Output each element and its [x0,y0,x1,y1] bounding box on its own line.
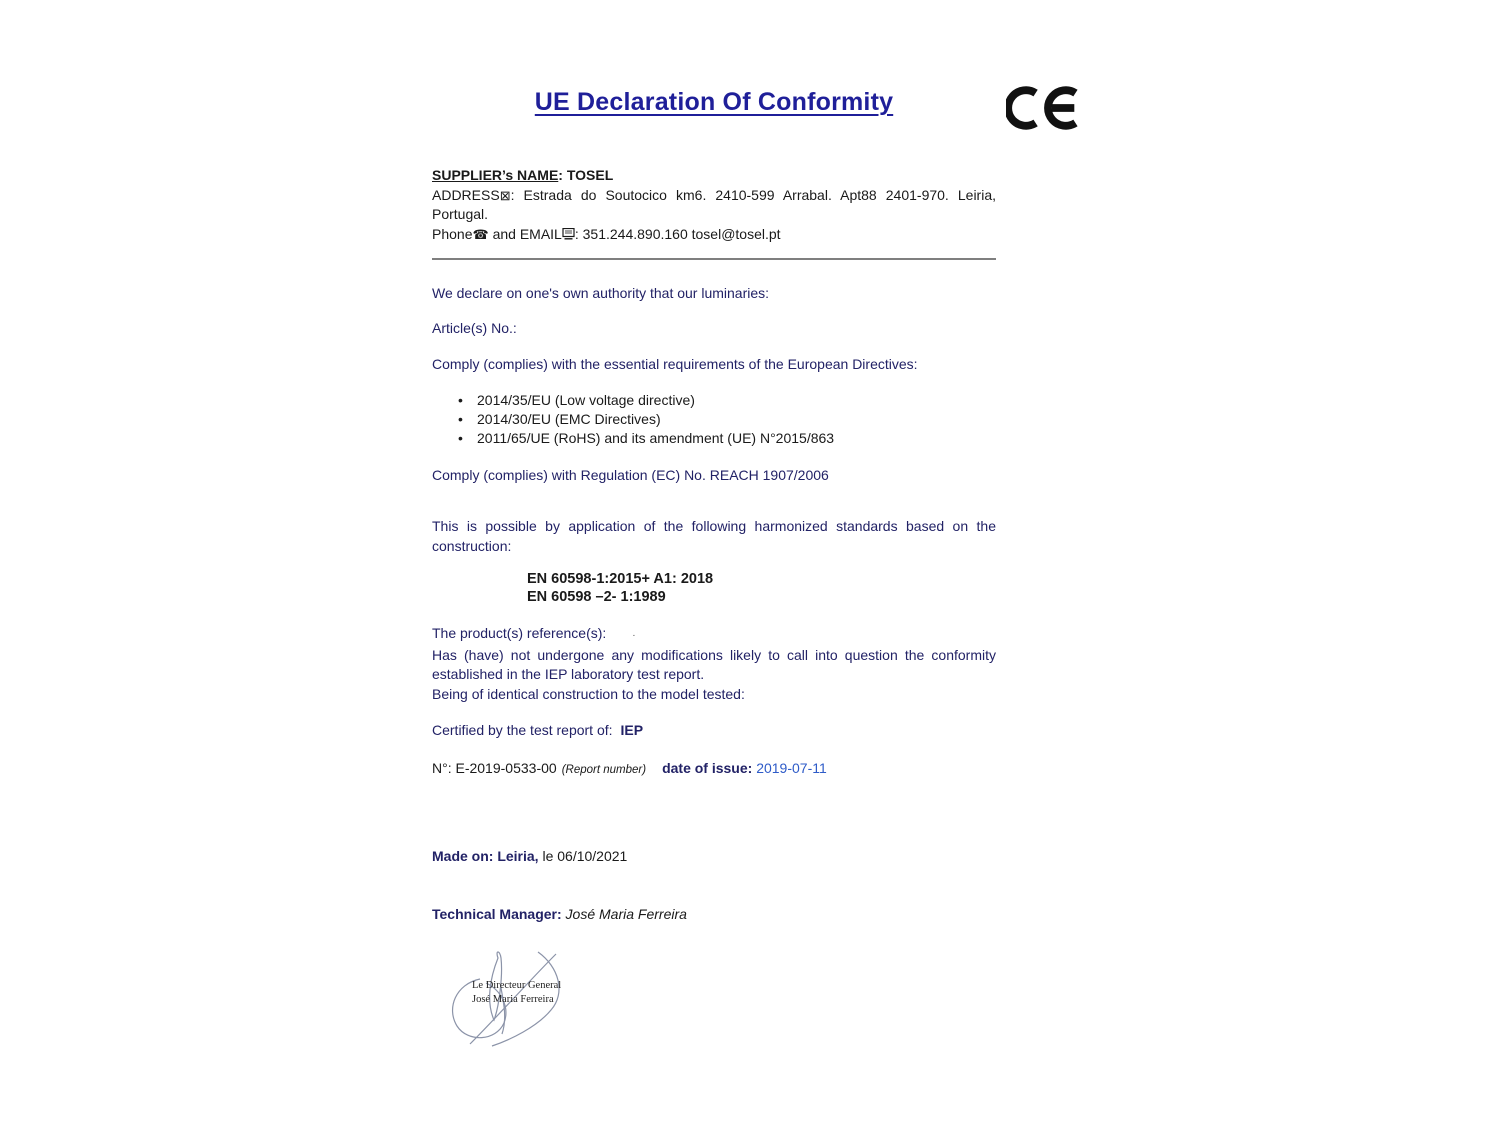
signature-name: José Maria Ferreira [472,994,554,1005]
contact-value: : 351.244.890.160 tosel@tosel.pt [574,225,781,242]
supplier-address-line [432,186,996,225]
certified-line [432,721,996,741]
divider-line [432,258,996,260]
supplier-name-label: SUPPLIER’s NAME [432,167,559,183]
phone-label: Phone [432,225,473,242]
standards-list [527,570,713,606]
modifications-text: Has (have) not undergone any modifications likely to call into question the conformity established in the IEP laboratory test report. [432,646,996,682]
report-line [432,759,996,781]
page-title: UE Declaration Of Conformity [534,88,894,116]
directive-item: • 2014/30/EU (EMC Directives) [432,410,996,429]
phone-icon: ☎ [472,226,489,242]
report-number-note: (Report number) [561,764,647,776]
supplier-name-value: : TOSEL [558,167,614,183]
computer-icon [562,226,575,246]
technical-manager-name: José Maria Ferreira [561,906,687,922]
made-on-label: Made on: Leiria, [432,848,539,864]
address-value: : Estrada do Soutocico km6. 2410-599 Arrabal. Apt88 2401-970. Leiria, Portugal. [432,186,996,222]
declaration-authority: We declare on one's own authority that our luminaries: [432,285,770,301]
supplier-contact-line [432,225,996,246]
technical-manager-label: Technical Manager: [432,906,562,922]
standard-item: EN 60598 –2- 1:1989 [527,589,666,605]
standard-item: EN 60598-1:2015+ A1: 2018 [527,571,714,587]
supplier-block [432,166,996,245]
directive-item: • 2014/35/EU (Low voltage directive) [432,391,996,410]
ce-mark-icon [1006,82,1080,134]
directives-list [432,391,996,448]
made-on-date: le 06/10/2021 [538,848,628,864]
address-label: ADDRESS [432,186,500,203]
identical-construction-text: Being of identical construction to the model tested: [432,685,745,702]
harmonized-intro: This is possible by application of the following harmonized standards based on the construction: [432,518,996,554]
articles-no: Article(s) No.: [432,320,517,336]
comply-reach: Comply (complies) with Regulation (EC) No. REACH 1907/2006 [432,467,829,483]
email-label: and EMAIL [488,225,562,242]
issue-date-label: date of issue: [662,760,753,776]
technical-manager-line [432,905,996,925]
product-reference-line [432,624,996,646]
issue-date-value: 2019-07-11 [756,760,827,776]
made-on-line [432,847,996,867]
envelope-icon: ⊠ [499,187,511,203]
directive-item: • 2011/65/UE (RoHS) and its amendment (UE) N°2015/863 [432,429,996,448]
report-number: N°: E-2019-0533-00 [432,760,557,776]
signature-title: Le Directeur General [472,980,562,991]
certified-label: Certified by the test report of: [432,722,613,738]
stray-mark: · [632,630,636,641]
comply-directives: Comply (complies) with the essential requirements of the European Directives: [432,356,918,372]
supplier-name-line [432,166,996,186]
certified-value: IEP [620,722,644,738]
product-block [432,624,996,704]
product-reference-label: The product(s) reference(s): [432,625,607,641]
